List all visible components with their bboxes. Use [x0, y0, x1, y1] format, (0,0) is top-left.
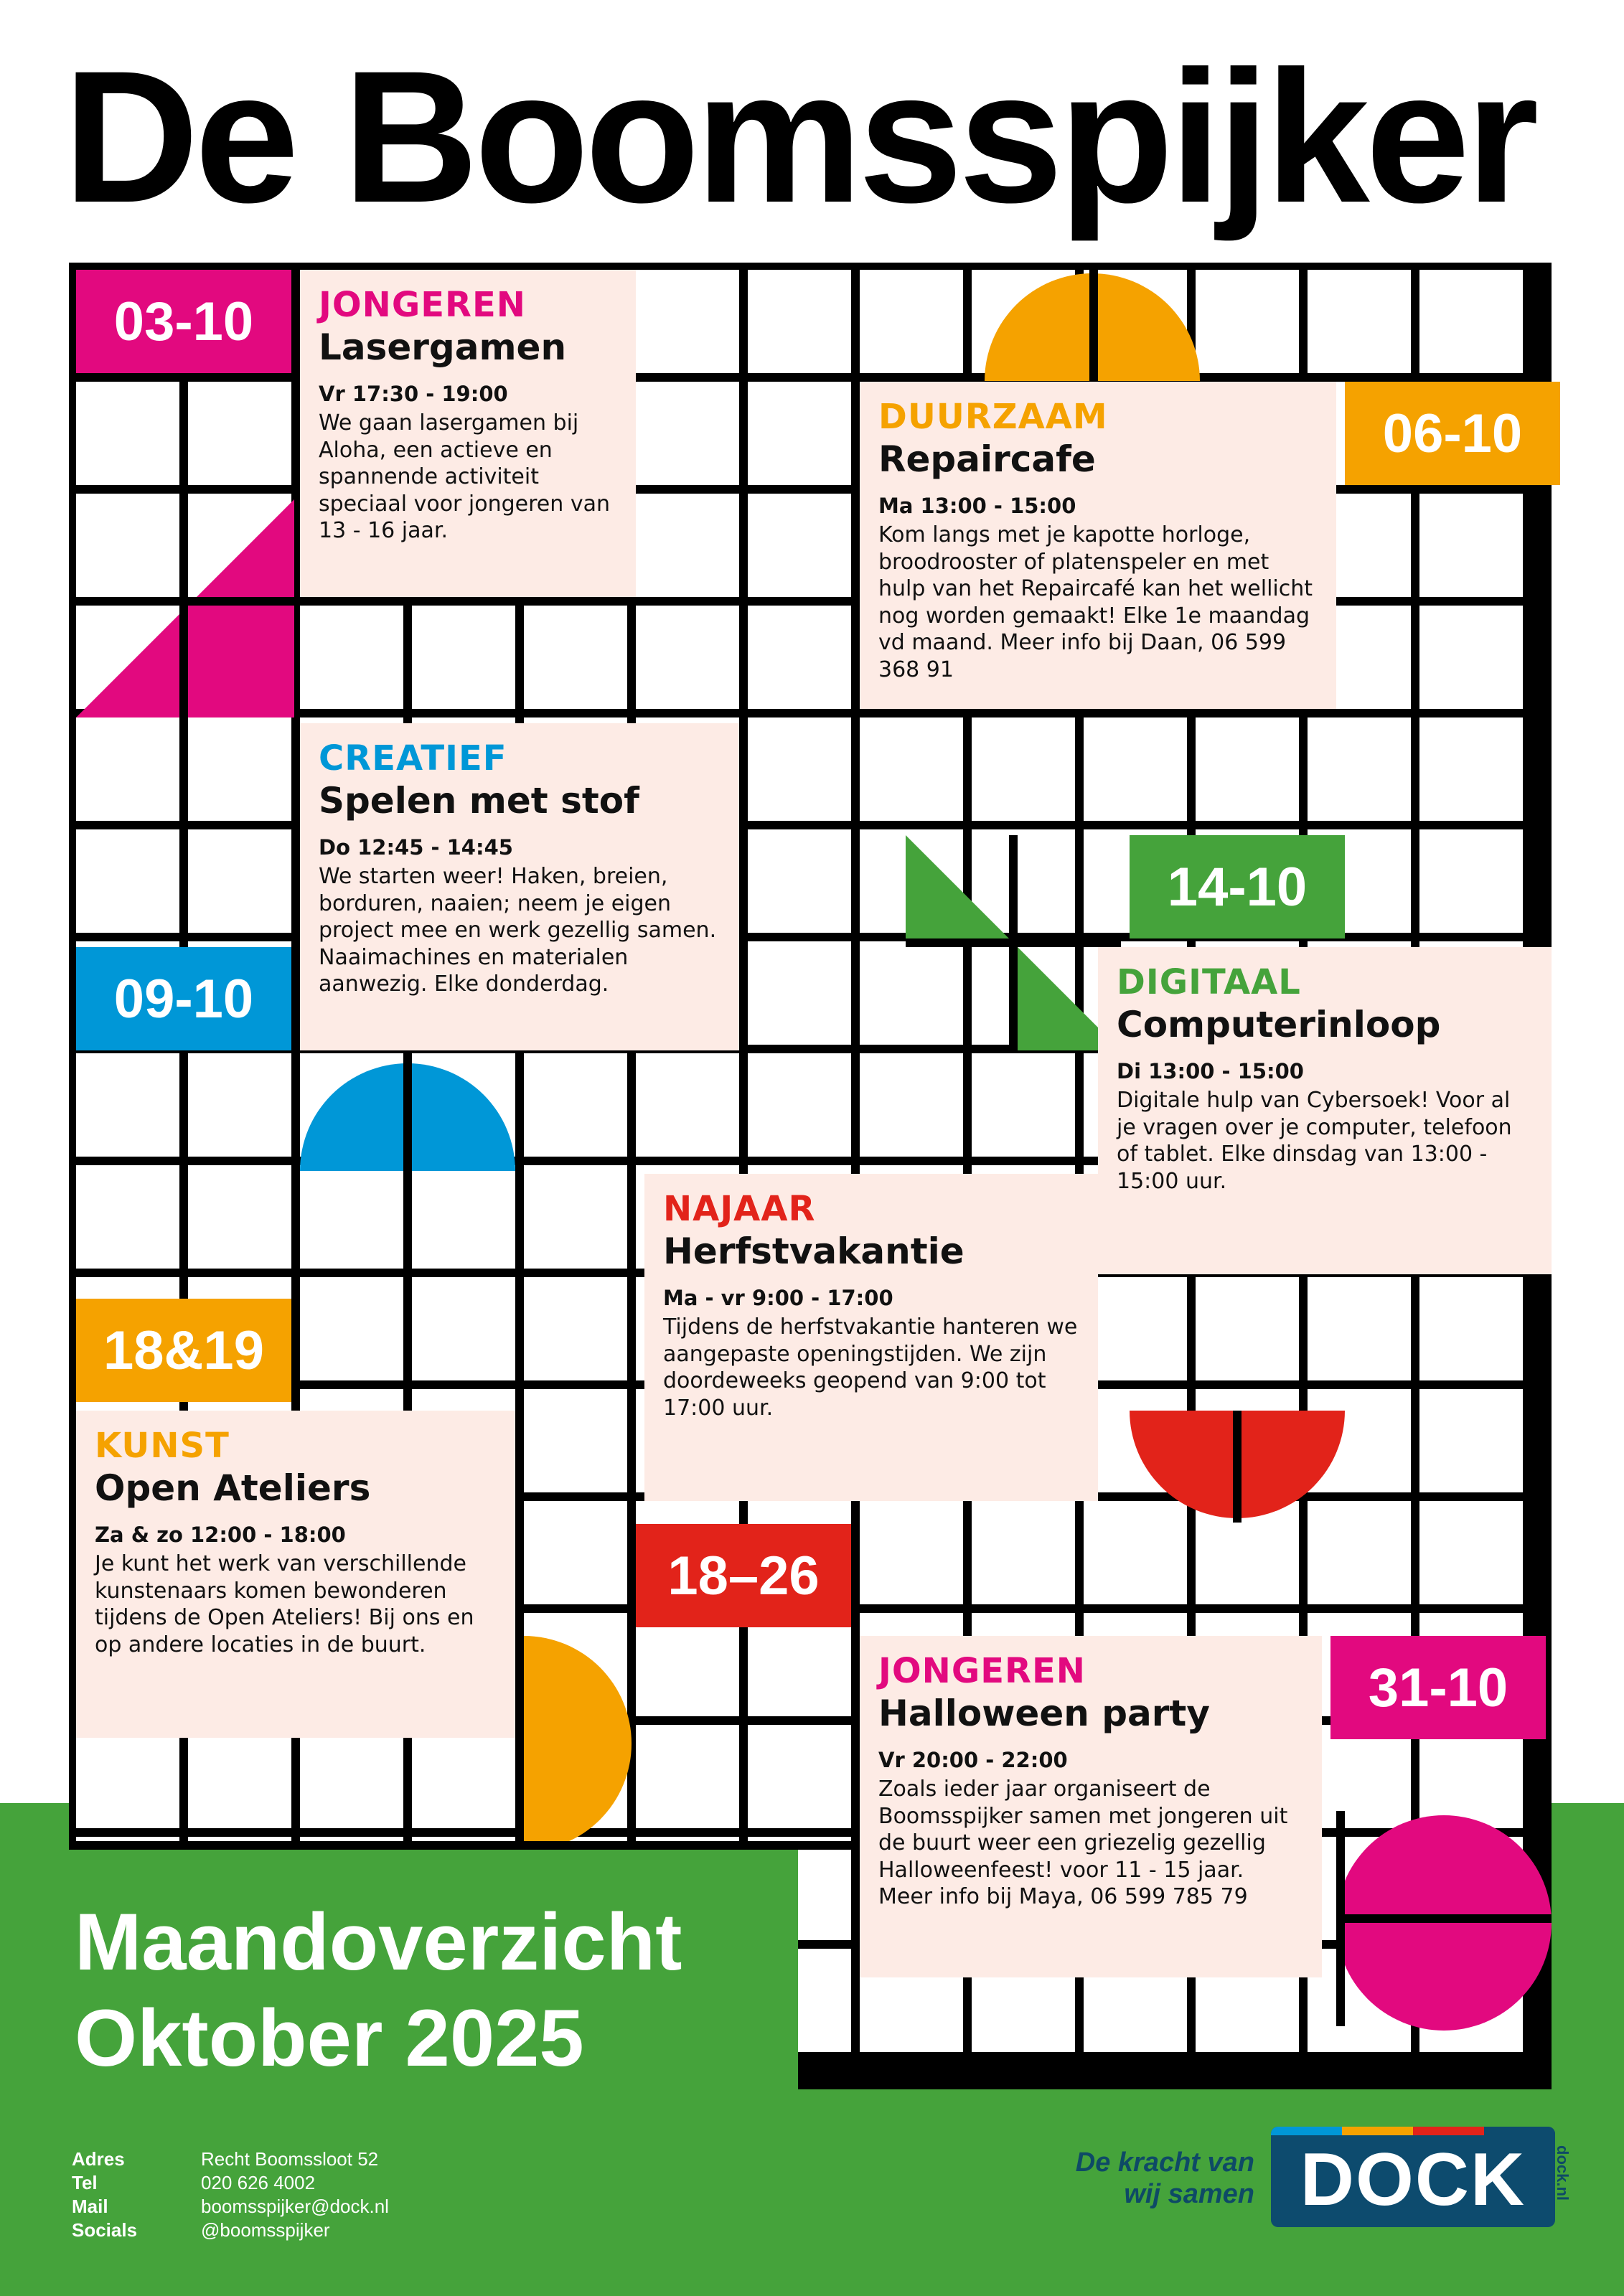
- event-time: Vr 20:00 - 22:00: [878, 1748, 1068, 1773]
- event-description: Zoals ieder jaar organiseert de Boomsspijker samen met jongeren uit de buurt weer een griezelig gezellig Halloweenfeest! voor 11 - 15 jaar. Meer info bij Maya, 06 599 785 79: [878, 1777, 1288, 1910]
- event-category: JONGEREN: [878, 1651, 1086, 1691]
- grid-edge: [851, 1841, 860, 2089]
- event-title: Lasergamen: [319, 326, 567, 369]
- green-triangle-1: [906, 835, 1009, 938]
- phone-label: Tel: [72, 2172, 98, 2193]
- contact-block: [72, 2147, 431, 2248]
- logo-stripe-blue: [1271, 2127, 1342, 2135]
- socials-value[interactable]: @boomsspijker: [201, 2219, 330, 2241]
- event-time: Vr 17:30 - 19:00: [319, 382, 508, 407]
- month-year: Oktober 2025: [75, 1993, 584, 2084]
- dock-logo[interactable]: [1271, 2127, 1555, 2227]
- event-description: We gaan lasergamen bij Aloha, een actieve en spannende activiteit speciaal voor jongeren van 13 - 16 jaar.: [319, 410, 610, 544]
- event-description: We starten weer! Haken, breien, borduren, naaien; neem je eigen project mee en werk gezellig samen. Naaimachines en materialen aanwezig. Elke donderdag.: [319, 864, 717, 997]
- socials-label: Socials: [72, 2219, 138, 2241]
- event-category: NAJAAR: [663, 1189, 816, 1229]
- logo-stripe-navy: [1484, 2127, 1555, 2135]
- website-url-text: dock.nl: [1554, 2145, 1572, 2201]
- event-title: Herfstvakantie: [663, 1231, 964, 1273]
- event-title: Open Ateliers: [95, 1467, 371, 1510]
- date-tile-03-10: 03-10: [76, 270, 291, 373]
- event-category: DUURZAAM: [878, 397, 1108, 437]
- event-card-open-ateliers: [76, 1411, 515, 1738]
- logo-stripe-yellow: [1342, 2127, 1413, 2135]
- event-time: Za & zo 12:00 - 18:00: [95, 1523, 346, 1548]
- address-label: Adres: [72, 2148, 125, 2170]
- event-card-lasergamen: [300, 270, 636, 597]
- event-card-spelen-met-stof: [300, 723, 739, 1050]
- date-tile-31-10: 31-10: [1330, 1636, 1546, 1739]
- month-overview: [75, 1894, 682, 2087]
- tagline: [1010, 2147, 1254, 2210]
- mail-label: Mail: [72, 2196, 108, 2217]
- event-card-repaircafe: [860, 382, 1336, 709]
- event-category: CREATIEF: [319, 738, 507, 778]
- page-title: De Boomsspijker: [63, 32, 1535, 242]
- calendar-grid: [69, 263, 1552, 2089]
- date-tile-06-10: 06-10: [1345, 382, 1560, 485]
- tagline-line-1: De kracht van: [1075, 2147, 1254, 2178]
- orange-half-circle-right: [524, 1636, 632, 1851]
- event-category: KUNST: [95, 1426, 230, 1466]
- event-category: JONGEREN: [319, 285, 526, 325]
- event-time: Ma - vr 9:00 - 17:00: [663, 1286, 893, 1311]
- event-time: Ma 13:00 - 15:00: [878, 494, 1076, 519]
- event-title: Halloween party: [878, 1693, 1210, 1735]
- event-card-halloween: [860, 1636, 1322, 1977]
- date-tile-18-19: 18&19: [76, 1299, 291, 1402]
- grid-edge: [69, 1841, 858, 1850]
- website-url[interactable]: [1554, 2145, 1572, 2201]
- date-tile-18-26: 18–26: [636, 1524, 851, 1627]
- event-title: Spelen met stof: [319, 780, 639, 822]
- address-value: Recht Boomssloot 52: [201, 2148, 379, 2170]
- month-label: Maandoverzicht: [75, 1897, 682, 1987]
- date-tile-09-10: 09-10: [76, 947, 291, 1050]
- phone-value: 020 626 4002: [201, 2172, 316, 2193]
- event-title: Computerinloop: [1117, 1004, 1441, 1046]
- event-card-computerinloop: [1098, 947, 1552, 1274]
- date-tile-14-10: 14-10: [1130, 835, 1345, 938]
- event-description: Digitale hulp van Cybersoek! Voor al je vragen over je computer, telefoon of tablet. Elke dinsdag van 13:00 - 15:00 uur.: [1117, 1088, 1512, 1194]
- event-description: Je kunt het werk van verschillende kunstenaars komen bewonderen tijdens de Open Ateliers! Bij ons en op andere locaties in de buurt.: [95, 1551, 474, 1657]
- tagline-line-2: wij samen: [1124, 2179, 1254, 2209]
- event-title: Repaircafe: [878, 438, 1096, 481]
- event-description: Tijdens de herfstvakantie hanteren we aangepaste openingstijden. We zijn doordeweeks geopend van 9:00 tot 17:00 uur.: [663, 1314, 1078, 1421]
- event-card-herfstvakantie: [644, 1174, 1098, 1501]
- event-description: Kom langs met je kapotte horloge, broodrooster of platenspeler en met hulp van het Repaircafé kan het wellicht nog worden gemaakt! Elke 1e maandag vd maand. Meer info bij Daan, 06 599 368 91: [878, 522, 1313, 682]
- logo-text: DOCK: [1300, 2138, 1526, 2221]
- event-time: Di 13:00 - 15:00: [1117, 1059, 1304, 1084]
- mail-value[interactable]: boomsspijker@dock.nl: [201, 2196, 389, 2217]
- event-time: Do 12:45 - 14:45: [319, 835, 513, 860]
- event-category: DIGITAAL: [1117, 962, 1301, 1002]
- logo-stripe-red: [1413, 2127, 1484, 2135]
